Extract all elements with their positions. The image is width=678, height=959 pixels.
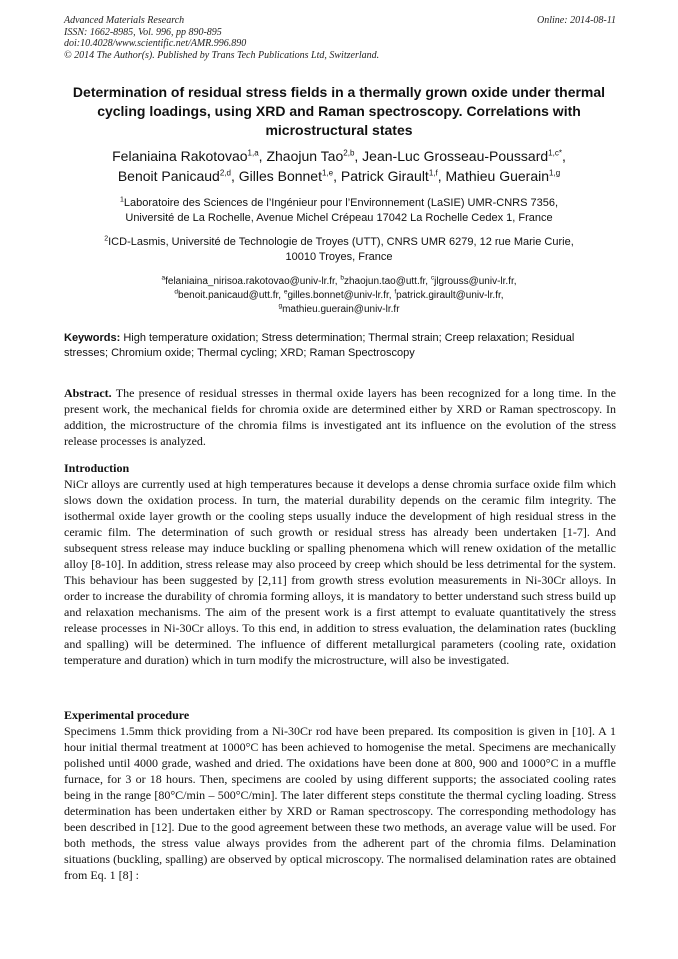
affil-line: ICD-Lasmis, Université de Technologie de Troyes (UTT), CNRS UMR 6279, 12 rue Marie Curie, xyxy=(108,236,574,248)
author-name: Felaniaina Rakotovao xyxy=(112,148,248,164)
abstract xyxy=(64,385,616,449)
affil-line: Université de La Rochelle, Avenue Michel Crépeau 17042 La Rochelle Cedex 1, France xyxy=(125,212,553,224)
email-link[interactable]: gilles.bonnet@univ-lr.fr, xyxy=(287,290,392,301)
keywords-label: Keywords: xyxy=(64,332,121,344)
experimental-heading: Experimental procedure xyxy=(64,708,190,722)
author-affil-marker: 1,f xyxy=(428,168,438,178)
email-marker: f xyxy=(394,288,397,296)
email-link[interactable]: mathieu.guerain@univ-lr.fr xyxy=(282,304,400,315)
author-affil-marker: 1,a xyxy=(247,148,259,158)
email-link[interactable]: patrick.girault@univ-lr.fr, xyxy=(396,290,504,301)
author-emails xyxy=(50,275,628,317)
author-name: Patrick Girault xyxy=(340,168,429,184)
doi-line: doi:10.4028/www.scientific.net/AMR.996.890 xyxy=(64,38,247,50)
author-affil-marker: 1,c* xyxy=(548,148,562,158)
abstract-label: Abstract. xyxy=(64,386,112,400)
affil-line: Laboratoire des Sciences de l’Ingénieur pour l’Environnement (LaSIE) UMR-CNRS 7356, xyxy=(123,197,558,209)
author-name: Mathieu Guerain xyxy=(445,168,550,184)
email-marker: c xyxy=(430,274,435,282)
keywords-text: High temperature oxidation; Stress determination; Thermal strain; Creep relaxation; Residual stresses; Chromium oxide; Thermal cycling; XRD; Raman Spectroscopy xyxy=(64,332,575,359)
author-affil-marker: 2,b xyxy=(343,148,355,158)
author-name: Benoit Panicaud xyxy=(117,168,220,184)
email-link[interactable]: jlgrouss@univ-lr.fr, xyxy=(434,276,517,287)
keywords xyxy=(64,331,616,361)
email-marker: a xyxy=(161,274,166,282)
online-date: Online: 2014-08-11 xyxy=(537,15,616,26)
email-marker: g xyxy=(278,302,283,310)
affil-marker: 1 xyxy=(119,196,124,204)
affiliation-1 xyxy=(50,196,628,226)
introduction-text: NiCr alloys are currently used at high temperatures because it develops a dense chromia surface oxide film which slows down the oxidation process. In turn, the material durability depends on the ceramic film integrity. The isothermal oxide layer growth or the cooling steps usually induce the development of high residual stress in the ceramic film. The determination of such growth or residual stress has already been undertaken [1-7]. And subsequent stress release may induce buckling or spalling phenomena which will renew oxidation of the metallic alloy [8-10]. In addition, stress release may also proceed by creep which should be less detrimental for the system. This behaviour has been suggested by [2,11] from growth stress evolution measurements in Ni-30Cr alloys. In order to increase the durability of chromia forming alloys, it is mandatory to better understand such stress build up and relaxation mechanisms. The aim of the present work is a first attempt to evaluate quantitatively the stress release processes in Ni-30Cr alloys. To this end, in addition to stress evaluation, the delamination rates (buckling and spalling) will be determined. The influence of different metallurgical parameters (cooling rate, oxidation temperature and duration) which in turn modify the microstructure, will also be investigated. xyxy=(64,477,616,667)
issn-line: ISSN: 1662-8985, Vol. 996, pp 890-895 xyxy=(64,26,222,38)
paper-title: Determination of residual stress fields in a thermally grown oxide under thermal cycling loadings, using XRD and Raman spectroscopy. Correlations with microstructural states xyxy=(72,84,606,138)
abstract-text: The presence of residual stresses in thermal oxide layers has been recognized for a long time. In the present work, the mechanical fields for chromia oxide are determined either by XRD or Raman spectroscopy. In addition, the microstructure of the chromia films is investigated ant its influence on the evolution of the stress release processes is analyzed. xyxy=(64,386,616,448)
author-affil-marker: 2,d xyxy=(219,168,231,178)
journal-header xyxy=(64,15,616,61)
affil-line: 10010 Troyes, France xyxy=(285,251,393,263)
author-affil-marker: 1,e xyxy=(322,168,334,178)
email-marker: b xyxy=(340,274,344,282)
experimental-text: Specimens 1.5mm thick providing from a Ni-30Cr rod have been prepared. Its composition is given in [10]. A 1 hour initial thermal treatment at 1000°C has been achieved to homogenise the metal. Specimens are mechanically polished until 4000 grade, washed and dried. The oxidations have been done at 800, 900 and 1000°C in a muffle furnace, for 3 or 18 hours. Then, specimens are cooled by using different supports; the associated cooling rates being in the range [80°C/min – 500°C/min]. The later different steps constitute the thermal cycling loading. Stress determination has been undertaken either by XRD or Raman spectroscopy. The corresponding methodology has been described in [12]. Due to the good agreement between these two methods, an average value will be used. For both methods, the stress value always provides from the adherent part of the chromia films. Delamination situations (buckling, spalling) are observed by optical microscopy. The normalised delamination rates are obtained from Eq. 1 [8] : xyxy=(64,724,616,882)
author-affil-marker: 1,g xyxy=(549,168,561,178)
email-link[interactable]: zhaojun.tao@utt.fr, xyxy=(343,276,429,287)
introduction-heading: Introduction xyxy=(64,461,130,475)
author-list: Felaniaina Rakotovao$^{1,a}$, Zhaojun Tao$^{2,b}$, Jean-Luc Grosseau-Poussard$^{1,c*}$, Benoit Panicaud$^{2,d}$, Gilles Bonnet$^{1,e}$, Patrick Girault$^{1,f}$, Mathieu Guerain$^{1,g}$ xyxy=(112,148,566,184)
author-name: Zhaojun Tao xyxy=(266,148,344,164)
copyright-line: © 2014 The Author(s). Published by Trans Tech Publications Ltd, Switzerland. xyxy=(64,49,380,61)
email-link[interactable]: benoit.panicaud@utt.fr, xyxy=(178,290,282,301)
email-marker: e xyxy=(283,288,288,296)
affil-marker: 2 xyxy=(104,235,109,243)
email-marker: d xyxy=(174,288,179,296)
journal-name: Advanced Materials Research xyxy=(64,15,185,26)
author-name: Gilles Bonnet xyxy=(238,168,322,184)
affiliation-2 xyxy=(50,235,628,265)
author-name: Jean-Luc Grosseau-Poussard xyxy=(362,148,549,164)
email-link[interactable]: felaniaina_nirisoa.rakotovao@univ-lr.fr, xyxy=(165,276,338,287)
